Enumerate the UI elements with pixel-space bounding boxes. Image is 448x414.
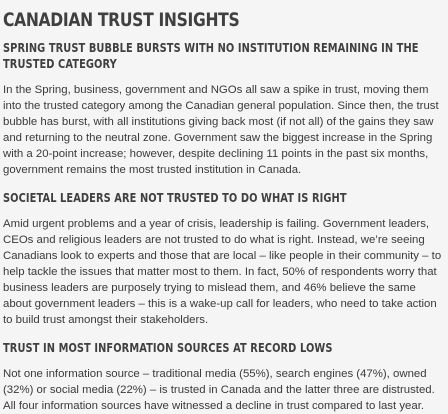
section-body-societal-leaders: Amid urgent problems and a year of crisis, leadership is failing. Government leaders, CEOs and religious leaders are not trusted to do what is right. Instead, we’re seeing Canadians look to experts and those that are local – like people in their community – to help tackle the issues that matter most to them. In fact, 50% of respondents worry that business leaders are purposely trying to mislead them, and 46% believe the same about government leaders – this is a wake-up call for leaders, who need to take action to build trust amongst their stakeholders.	[3, 218, 442, 326]
spacer	[3, 72, 442, 82]
section-heading-societal-leaders: SOCIETAL LEADERS ARE NOT TRUSTED TO DO WHAT IS RIGHT	[3, 191, 347, 205]
spacer	[3, 356, 442, 366]
section-body-information-sources: Not one information source – traditional media (55%), search engines (47%), owned (32%) or social media (22%) – is trusted in Canada and the latter three are distrusted. All four information sources have witnessed a decline in trust compared to last year.	[3, 368, 435, 412]
section-body-trust-bubble: In the Spring, business, government and NGOs all saw a spike in trust, moving them into the trusted category among the Canadian general population. Since then, the trust bubble has burst, with all institutions giving back most (if not all) of the gains they saw and returning to the neutral zone. Government saw the biggest increase in the Spring with a 20-point increase; however, despite declining 11 points in the past six months, government remains the most trusted institution in Canada.	[3, 84, 439, 176]
section-heading-information-sources: TRUST IN MOST INFORMATION SOURCES AT RECORD LOWS	[3, 341, 333, 355]
spacer	[3, 328, 442, 340]
section-heading-trust-bubble: SPRING TRUST BUBBLE BURSTS WITH NO INSTITUTION REMAINING IN THE TRUSTED CATEGORY	[3, 41, 419, 71]
spacer	[3, 206, 442, 216]
spacer	[3, 178, 442, 190]
page-title: CANADIAN TRUST INSIGHTS	[3, 9, 240, 31]
